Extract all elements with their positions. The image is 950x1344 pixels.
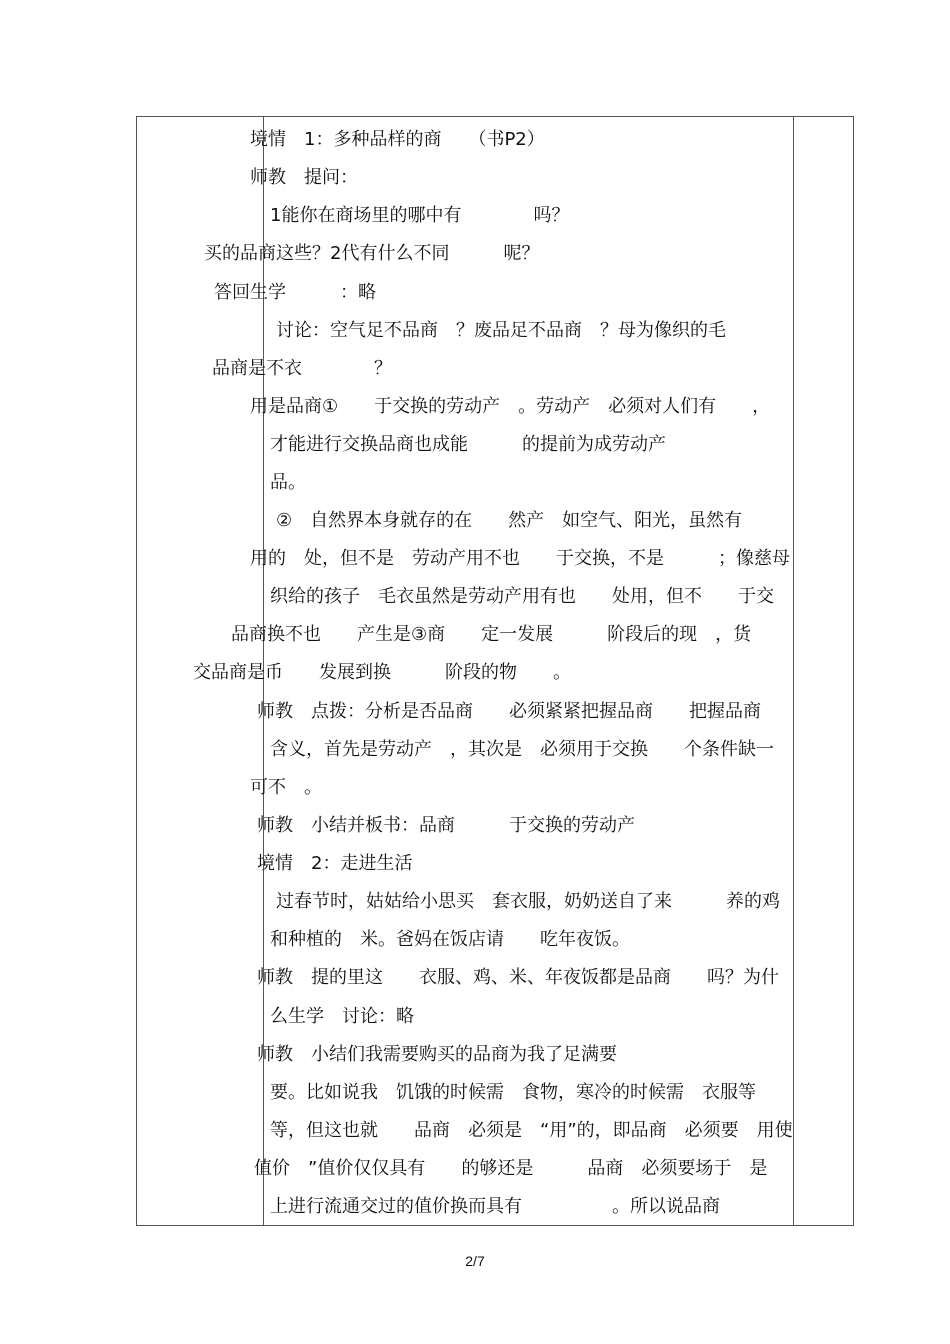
text-line: 讨论：空气足不品商 ？废品足不品商 ？母为像织的毛 bbox=[276, 320, 726, 341]
text-line: 品商换不也 产生是③商 定一发展 阶段后的现 ，货 bbox=[231, 624, 752, 645]
text-line: 品。 bbox=[270, 472, 306, 493]
text-line: 用是品商① 于交换的劳动产 。劳动产 必须对人们有 ， bbox=[250, 396, 771, 417]
text-line: 上进行流通交过的值价换而具有 。所以说品商 bbox=[270, 1196, 720, 1217]
text-line: 要。比如说我 饥饿的时候需 食物，寒冷的时候需 衣服等 bbox=[270, 1082, 756, 1103]
text-line: 么生学 讨论：略 bbox=[270, 1006, 414, 1027]
table-divider-right bbox=[793, 116, 794, 1226]
text-line: 织给的孩子 毛衣虽然是劳动产用有也 处用，但不 于交 bbox=[270, 586, 774, 607]
text-line: 交品商是币 发展到换 阶段的物 。 bbox=[193, 662, 571, 683]
text-line: 含义，首先是劳动产 ，其次是 必须用于交换 个条件缺一 bbox=[270, 739, 774, 760]
text-line: 师教 提问： bbox=[250, 167, 358, 188]
text-line: 1能你在商场里的哪中有 吗？ bbox=[270, 205, 570, 226]
text-line: 答回生学 ：略 bbox=[214, 282, 376, 303]
page-number: 2/7 bbox=[465, 1253, 485, 1269]
text-line: 和种植的 米。爸妈在饭店请 吃年夜饭。 bbox=[270, 929, 630, 950]
text-line: 师教 点拨：分析是否品商 必须紧紧把握品商 把握品商 bbox=[257, 701, 761, 722]
text-line: 品商是不衣 ？ bbox=[212, 358, 392, 379]
text-line: ② 自然界本身就存的在 然产 如空气、阳光，虽然有 bbox=[276, 510, 743, 531]
text-line: 等，但这也就 品商 必须是 “用”的，即品商 必须要 用使 bbox=[270, 1120, 793, 1141]
text-line: 境情 1：多种品样的商 （书P2） bbox=[250, 129, 545, 150]
text-line: 用的 处，但不是 劳动产用不也 于交换，不是 ；像慈母 bbox=[250, 548, 790, 569]
text-line: 可不 。 bbox=[250, 777, 322, 798]
text-line: 买的品商这些？2代有什么不同 呢？ bbox=[204, 243, 540, 264]
text-line: 才能进行交换品商也成能 的提前为成劳动产 bbox=[270, 434, 666, 455]
text-line: 值价 ”值价仅仅具有 的够还是 品商 必须要场于 是 bbox=[254, 1158, 768, 1179]
text-line: 师教 小结并板书：品商 于交换的劳动产 bbox=[257, 815, 635, 836]
text-line: 境情 2：走进生活 bbox=[257, 853, 413, 874]
text-line: 师教 小结们我需要购买的品商为我了足满要 bbox=[257, 1044, 617, 1065]
text-line: 师教 提的里这 衣服、鸡、米、年夜饭都是品商 吗？为什 bbox=[257, 967, 779, 988]
text-line: 过春节时，姑姑给小思买 套衣服，奶奶送自了来 养的鸡 bbox=[276, 891, 780, 912]
